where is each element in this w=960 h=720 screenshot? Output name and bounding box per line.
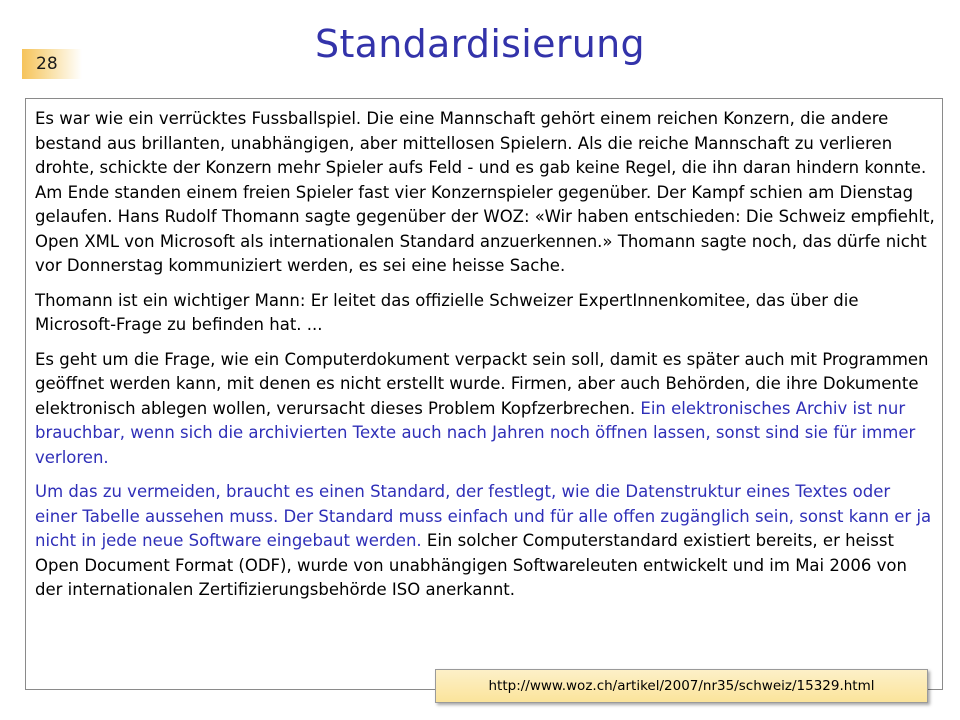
paragraph-4 <box>35 480 935 603</box>
source-url: http://www.woz.ch/artikel/2007/nr35/schweiz/15329.html <box>488 678 875 694</box>
paragraph-4-text: Ein solcher Computerstandard existiert bereits, er heisst Open Document Format (ODF), wurde von unabhängigen Softwareleuten entwickelt und im Mai 2006 von der internationalen Zertifizierungsbehörde ISO anerkannt. <box>35 531 907 599</box>
paragraph-3 <box>35 348 935 471</box>
paragraph-4-highlight: Um das zu vermeiden, braucht es einen Standard, der festlegt, wie die Datenstruktur eines Textes oder einer Tabelle aussehen muss. Der Standard muss einfach und für alle offen zugänglich sein, sonst kann er ja nicht in jede neue Software eingebaut werden. <box>35 482 932 550</box>
paragraph-3-text: Es geht um die Frage, wie ein Computerdokument verpackt sein soll, damit es später auch mit Programmen geöffnet werden kann, mit denen es nicht erstellt wurde. Firmen, aber auch Behörden, die ihre Dokumente elektronisch ablegen wollen, verursacht dieses Problem Kopfzerbrechen. <box>35 349 929 418</box>
article-quote <box>35 107 935 613</box>
slide-title: Standardisierung <box>315 22 645 66</box>
paragraph-3-highlight: Ein elektronisches Archiv ist nur brauchbar, wenn sich die archivierten Texte auch nach Jahren noch öffnen lassen, sonst sind sie für immer verloren. <box>35 398 916 467</box>
paragraph-2: Thomann ist ein wichtiger Mann: Er leitet das offizielle Schweizer ExpertInnenkomitee, das über die Microsoft-Frage zu befinden hat. ... <box>35 290 859 334</box>
page-number: 28 <box>22 49 82 79</box>
paragraph-1: Es war wie ein verrücktes Fussballspiel. Die eine Mannschaft gehört einem reichen Konzern, die andere bestand aus brillanten, unabhängigen, aber mittellosen Spielern. Als die reiche Mannschaft zu verlieren drohte, schickte der Konzern mehr Spieler aufs Feld - und es gab keine Regel, die ihn daran hindern konnte. Am Ende standen einem freien Spieler fast vier Konzernspieler gegenüber. Der Kampf schien am Dienstag gelaufen. Hans Rudolf Thomann sagte gegenüber der WOZ: «Wir haben entschieden: Die Schweiz empfiehlt, Open XML von Microsoft als internationalen Standard anzuerkennen.» Thomann sagte noch, das dürfe nicht vor Donnerstag kommuniziert werden, es sei eine heisse Sache. <box>35 109 935 275</box>
source-url-box <box>435 669 928 703</box>
